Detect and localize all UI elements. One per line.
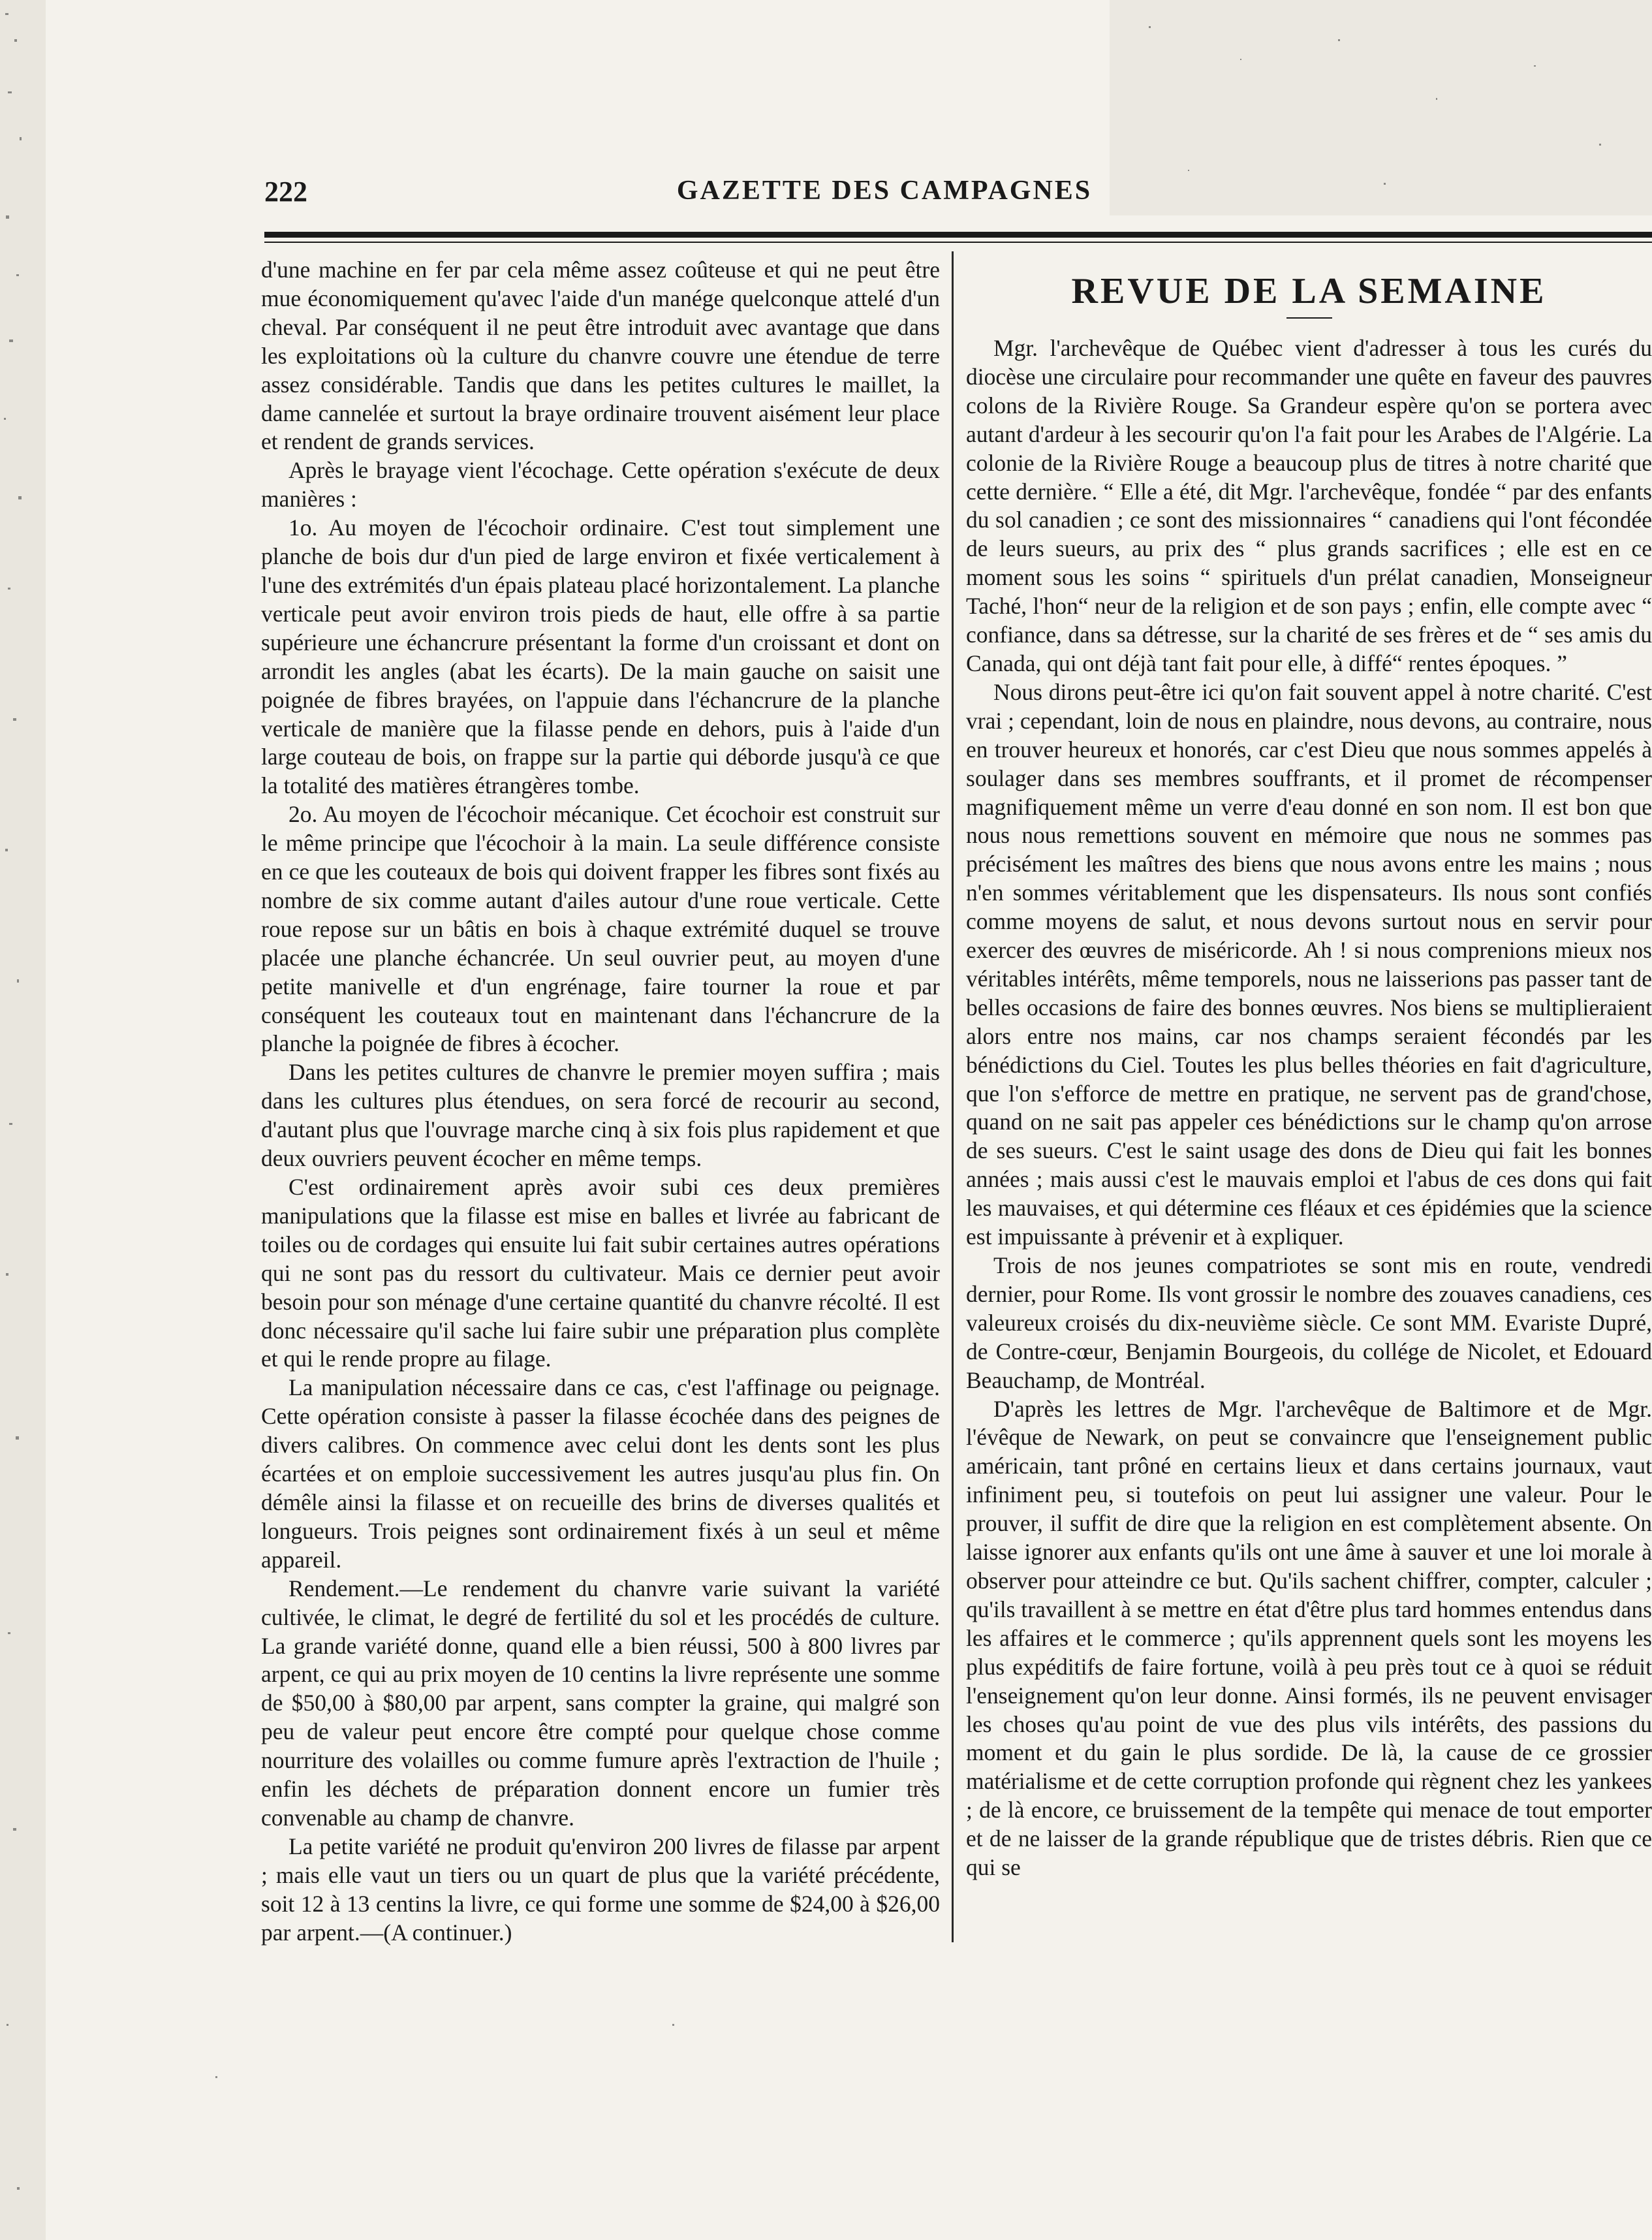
page-header	[264, 175, 1504, 214]
section-title-rule	[1286, 317, 1332, 319]
article-paragraph: La petite variété ne produit qu'environ 200 livres de filasse par arpent ; mais elle vaut un tiers ou un quart de plus que la variété précédente, soit 12 à 13 centins la livre, ce qui forme une somme de $24,00 à $26,00 par arpent.—(A continuer.)	[261, 1833, 940, 1946]
section-title: REVUE DE LA SEMAINE	[1071, 271, 1547, 311]
newspaper-title: GAZETTE DES CAMPAGNES	[676, 176, 1093, 206]
article-paragraph: C'est ordinairement après avoir subi ces deux premières manipulations que la filasse est mise en balles et livrée au fabricant de toiles ou de cordages qui ensuite lui fait subir certaines autres opérations qui ne sont pas du ressort du cultivateur. Mais ce dernier peut avoir besoin pour son ménage d'une certaine quantité du chanvre récolté. Il est donc nécessaire qu'il sache lui faire subir une préparation plus complète et qui le rende propre au filage.	[261, 1174, 940, 1372]
column-divider	[952, 251, 954, 1942]
right-column	[966, 256, 1652, 1953]
article-paragraph: 2o. Au moyen de l'écochoir mécanique. Cet écochoir est construit sur le même principe que l'écochoir à la main. La seule différence consiste en ce que les couteaux de bois qui doivent frapper les fibres sont fixés au nombre de six comme autant d'ailes autour d'une roue verticale. Cette roue repose sur un bâtis en bois à chaque extrémité duquel se trouve placée une planche échancrée. Un seul ouvrier peut, au moyen d'une petite manivelle et d'un engrénage, faire tourner la roue et par conséquent les couteaux tout en maintenant dans l'échancrure de la planche la poignée de fibres à écocher.	[261, 801, 940, 1057]
page-number: 222	[264, 176, 307, 208]
article-paragraph: Dans les petites cultures de chanvre le premier moyen suffira ; mais dans les cultures plus étendues, on sera forcé de recourir au second, d'autant plus que l'ouvrage marche cinq à six fois plus rapidement et que deux ouvriers peuvent écocher en même temps.	[261, 1059, 940, 1172]
article-paragraph: Rendement.—Le rendement du chanvre varie suivant la variété cultivée, le climat, le degré de fertilité du sol et les procédés de culture. La grande variété donne, quand elle a bien réussi, 500 à 800 livres par arpent, ce qui au prix moyen de 10 centins la livre représente une somme de $50,00 à $80,00 par arpent, sans compter la graine, qui malgré son peu de valeur peut encore être compté pour quelque chose comme nourriture des volailles ou comme fumure après l'extraction de l'huile ; enfin les déchets de préparation donnent encore un fumier très convenable au champ de chanvre.	[261, 1575, 940, 1831]
header-rule-thin	[264, 242, 1652, 243]
article-paragraph: d'une machine en fer par cela même assez coûteuse et qui ne peut être mue économiquement qu'avec l'aide d'un manége quelconque attelé d'un cheval. Par conséquent il ne peut être introduit avec avantage que dans les exploitations où la culture du chanvre couvre une étendue de terre assez considérable. Tandis que dans les petites cultures le maillet, la dame cannelée et surtout la braye ordinaire trouvent aisément leur place et rendent de grands services.	[261, 257, 940, 455]
news-paragraph: Mgr. l'archevêque de Québec vient d'adresser à tous les curés du diocèse une circulaire pour recommander une quête en faveur des pauvres colons de la Rivière Rouge. Sa Grandeur espère qu'on se portera avec autant d'ardeur à les secourir qu'on l'a fait pour les Arabes de l'Algérie. La colonie de la Rivière Rouge a beaucoup plus de titres à notre charité que cette dernière. “ Elle a été, dit Mgr. l'archevêque, fondée “ par des enfants du sol canadien ; ce sont des missionnaires “ canadiens qui l'ont fécondée de leurs sueurs, au prix des “ plus grands sacrifices ; elle est en ce moment sous les soins “ spirituels d'un prélat canadien, Monseigneur Taché, l'hon“ neur de la religion et de son pays ; enfin, elle compte avec “ confiance, dans sa détresse, sur la charité de ses frères et de “ ses amis du Canada, qui ont déjà tant fait pour elle, à diffé“ rentes époques. ”	[966, 335, 1652, 676]
news-paragraph: Trois de nos jeunes compatriotes se sont mis en route, vendredi dernier, pour Rome. Ils vont grossir le nombre des zouaves canadiens, ces valeureux croisés du dix-neuvième siècle. Ce sont MM. Evariste Dupré, de Contre-cœur, Benjamin Bourgeois, du collége de Nicolet, et Edouard Beauchamp, de Montréal.	[966, 1252, 1652, 1393]
header-rule-thick	[264, 232, 1652, 238]
article-paragraph: La manipulation nécessaire dans ce cas, c'est l'affinage ou peignage. Cette opération consiste à passer la filasse écochée dans des peignes de divers calibres. On commence avec celui dont les dents sont les plus écartées et on emploie successivement les autres jusqu'au plus fin. On démêle ainsi la filasse et on recueille des brins de diverses qualités et longueurs. Trois peignes sont ordinairement fixés à un seul et même appareil.	[261, 1374, 940, 1573]
article-paragraph: 1o. Au moyen de l'écochoir ordinaire. C'est tout simplement une planche de bois dur d'un pied de large environ et fixée verticalement à l'une des extrémités d'un épais plateau placé horizontalement. La planche verticale peut avoir environ trois pieds de haut, elle offre à sa partie supérieure une échancrure présentant la forme d'un croissant et dont on arrondit les angles (abat les écarts). De la main gauche on saisit une poignée de fibres brayées, on l'appuie dans l'échancrure de la planche verticale de manière que la filasse pende en dehors, puis à l'aide d'un large couteau de bois, on frappe sur la partie qui déborde jusqu'à ce que la totalité des matières étrangères tombe.	[261, 514, 940, 799]
news-paragraph: Nous dirons peut-être ici qu'on fait souvent appel à notre charité. C'est vrai ; cependant, loin de nous en plaindre, nous devons, au contraire, nous en trouver heureux et honorés, car c'est Dieu que nous sommes appelés à soulager dans ses membres souffrants, et il promet de récompenser magnifiquement même un verre d'eau donné en son nom. Il est bon que nous nous remettions souvent en mémoire que nous ne sommes pas précisément les maîtres des biens que nous avons entre les mains ; nous n'en sommes véritablement que les dispensateurs. Ils nous sont confiés comme moyens de salut, et nous devons surtout nous en servir pour exercer des œuvres de miséricorde. Ah ! si nous comprenions mieux nos véritables intérêts, même temporels, nous ne laisserions pas passer tant de belles occasions de faire des bonnes œuvres. Nos biens se multiplieraient alors entre nos mains, car nos champs seraient fécondés par les bénédictions du Ciel. Toutes les plus belles théories en fait d'agriculture, que l'on s'efforce de mettre en pratique, ne servent pas de grand'chose, quand on ne sait pas appeler ces bénédictions sur le champ qu'on arrose de ses sueurs. C'est le saint usage des dons de Dieu qui fait les bonnes années ; mais aussi c'est le mauvais emploi et l'abus de ces dons qui fait les mauvaises, et qui détermine ces fléaux et ces épidémies que la science est impuissante à prévenir et à expliquer.	[966, 678, 1652, 1250]
article-paragraph: Après le brayage vient l'écochage. Cette opération s'exécute de deux manières :	[261, 457, 940, 513]
news-paragraph: D'après les lettres de Mgr. l'archevêque de Baltimore et de Mgr. l'évêque de Newark, on peut se convaincre que l'enseignement public américain, tant prôné en certains lieux et dans certains journaux, vaut infiniment peu, si toutefois on peut lui assigner une valeur. Pour le prouver, il suffit de dire que la religion en est complètement absente. On laisse ignorer aux enfants qu'ils ont une âme à sauver et une loi morale à observer pour atteindre ce but. Qu'ils sachent chiffrer, compter, calculer ; qu'ils travaillent à se mettre en état d'être plus tard hommes entendus dans les affaires et le commerce ; qu'ils apprennent quels sont les moyens les plus expéditifs de faire fortune, voilà à peu près tout ce à quoi se réduit l'enseignement qu'on leur donne. Ainsi formés, ils ne peuvent envisager les choses qu'au point de vue des plus vils intérêts, des passions du moment et du gain le plus sordide. De là, la cause de ce grossier matérialisme et de cette corruption profonde qui règnent chez les yankees ; de là encore, ce bruissement de la tempête qui menace de tout emporter et de ne laisser de la grande république que de tristes débris. Rien que ce qui se	[966, 1395, 1652, 1881]
left-column	[261, 256, 940, 1953]
